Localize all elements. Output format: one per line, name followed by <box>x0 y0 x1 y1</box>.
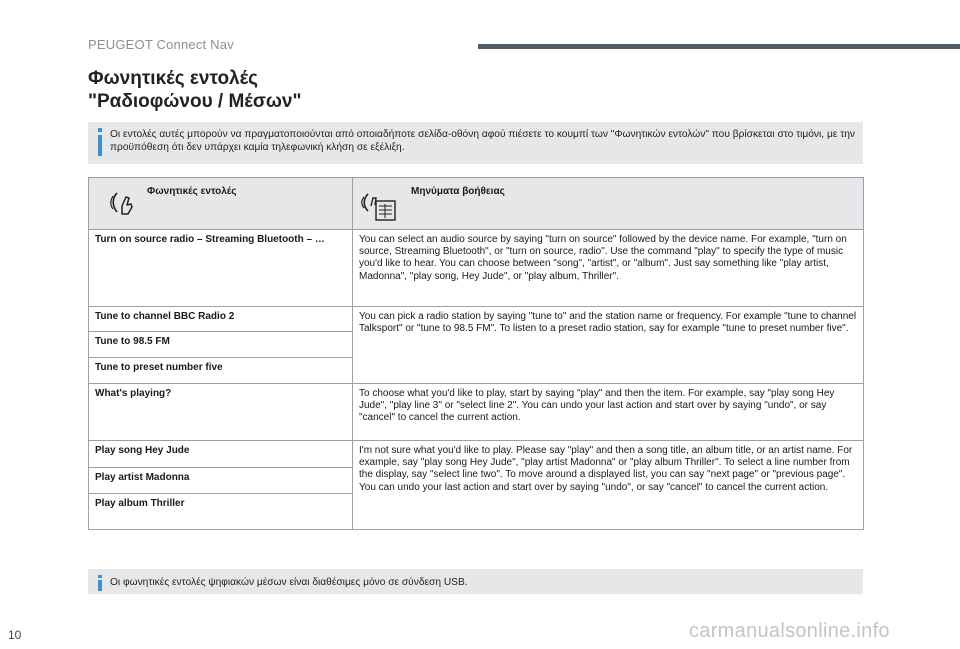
command-cell: Tune to channel BBC Radio 2 <box>89 307 353 332</box>
info-icon <box>94 128 108 156</box>
header-bar <box>478 44 960 49</box>
command-cell: Tune to 98.5 FM <box>89 332 353 358</box>
command-cell: Play artist Madonna <box>89 468 353 494</box>
command-cell: What's playing? <box>89 384 353 441</box>
header-label-help: Μηνύματα βοήθειας <box>411 186 505 197</box>
help-cell: You can pick a radio station by saying "tune to" and the station name or frequency. For example "tune to channel Talksport" or "tune to 98.5 FM". To listen to a preset radio station, say for example "tune to preset number five". <box>353 307 864 384</box>
help-cell: I'm not sure what you'd like to play. Please say "play" and then a song title, an album title, or an artist name. For example, say "play song Hey Jude", "play artist Madonna" or "play album Thriller". To select a line number from the display, say "select line two". To move around a displayed list, you can say "next page" or "previous page". You can undo your last action and start over by saying "undo", or say "cancel" to cancel the current action. <box>353 441 864 530</box>
page-title-line1: Φωνητικές εντολές <box>88 68 259 89</box>
watermark: carmanualsonline.info <box>689 620 890 642</box>
command-cell: Play song Hey Jude <box>89 441 353 468</box>
info-note-bottom <box>88 569 863 594</box>
info-note-top <box>88 122 863 164</box>
table-row <box>89 441 864 468</box>
command-cell: Turn on source radio – Streaming Bluetooth – … <box>89 230 353 307</box>
table-header-row <box>89 178 864 230</box>
table-row <box>89 307 864 332</box>
header-cell-help <box>353 178 864 230</box>
info-note-top-text: Οι εντολές αυτές μπορούν να πραγματοποιούνται από οποιαδήποτε σελίδα-οθόνη αφού πιέσετε το κουμπί των "Φωνητικών εντολών" που βρίσκεται στο τιμόνι, με την προϋπόθεση ότι δεν υπάρχει καμία τηλεφωνική κλήση σε εξέλιξη. <box>110 129 855 153</box>
header-cell-commands <box>89 178 353 230</box>
brand-header: PEUGEOT Connect Nav <box>88 37 234 52</box>
command-cell: Play album Thriller <box>89 494 353 530</box>
info-icon <box>94 575 108 591</box>
help-cell: You can select an audio source by saying "turn on source" followed by the device name. For example, "turn on source, Streaming Bluetooth", or "turn on source, radio". Use the command "play" to specify the type of music you'd like to hear. You can choose between "song", "artist", or "album". Just say something like "play artist, Madonna", "play song, Hey Jude", or "play album, Thriller". <box>353 230 864 307</box>
page-number: 10 <box>8 628 22 642</box>
help-cell: To choose what you'd like to play, start by saying "play" and then the item. For example, say "play song Hey Jude", "play line 3" or "select line 2". You can undo your last action and start over by saying "undo", or say "cancel" to cancel the current action. <box>353 384 864 441</box>
voice-command-icon <box>109 190 135 216</box>
help-message-icon <box>361 192 397 222</box>
table-row <box>89 230 864 307</box>
page-title <box>88 67 302 113</box>
voice-commands-table <box>88 177 864 530</box>
table-row <box>89 384 864 441</box>
info-note-bottom-text: Οι φωνητικές εντολές ψηφιακών μέσων είναι διαθέσιμες μόνο σε σύνδεση USB. <box>110 577 468 588</box>
command-cell: Tune to preset number five <box>89 358 353 384</box>
header-label-commands: Φωνητικές εντολές <box>147 186 237 197</box>
page-title-line2: "Ραδιοφώνου / Μέσων" <box>88 91 302 112</box>
